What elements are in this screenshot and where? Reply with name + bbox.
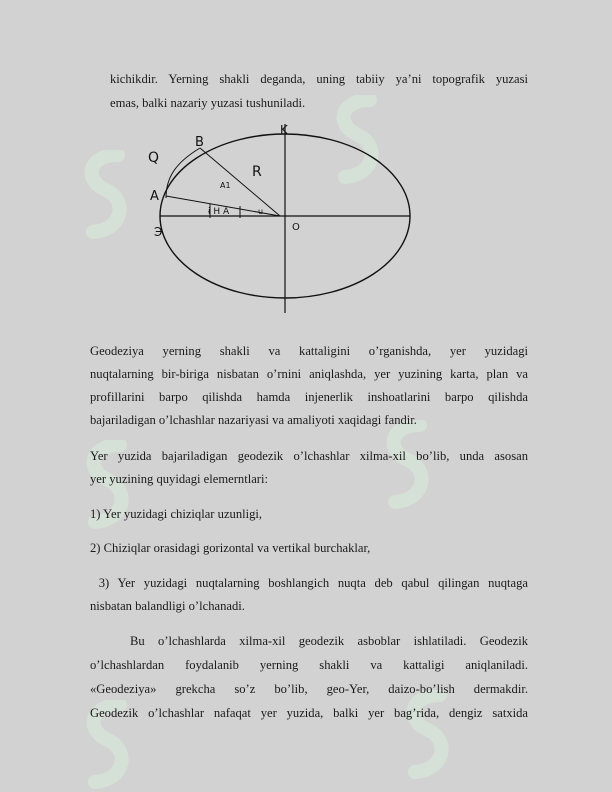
para3-line-4: Geodezik o’lchashlar nafaqat yer yuzida, balki yer bag’rida, dengiz satxida xyxy=(90,706,528,720)
para1-line-3: profillarini barpo qilishda hamda injenerlik inshoatlarini barpo qilishda xyxy=(90,390,528,404)
watermark-logo-icon xyxy=(78,150,138,240)
list-item-2: 2) Chiziqlar orasidagi gorizontal va vertikal burchaklar, xyxy=(90,541,371,555)
label-u: u xyxy=(258,207,264,216)
label-a: A xyxy=(150,189,159,204)
list-item-3-line-2: nisbatan balandligi o’lchanadi. xyxy=(90,599,245,613)
label-k: K xyxy=(280,123,288,137)
para3-line-1: Bu o’lchashlarda xilma-xil geodezik asboblar ishlatiladi. Geodezik xyxy=(130,634,528,648)
para3-line-3: «Geodeziya» grekcha so’z bo’lib, geo-Yer, daizo-bo’lish dermakdir. xyxy=(90,682,528,696)
list-item-3-line-1: 3) Yer yuzidagi nuqtalarning boshlangich nuqta deb qabul qilingan nuqtaga xyxy=(90,576,528,590)
label-o: O xyxy=(292,222,300,233)
label-r: R xyxy=(252,164,262,180)
para3-line-2: o’lchashlardan foydalanib yerning shakli va kattaligi aniqlaniladi. xyxy=(90,658,528,672)
label-ai: A1 xyxy=(220,181,231,190)
label-hp: ɨ H A xyxy=(208,207,230,217)
list-item-1: 1) Yer yuzidagi chiziqlar uzunligi, xyxy=(90,507,263,521)
para1-line-2: nuqtalarning bir-biriga nisbatan o’rnini aniqlashda, yer yuzining karta, plan va xyxy=(90,367,528,381)
intro-line-2: emas, balki nazariy yuzasi tushuniladi. xyxy=(110,96,306,110)
para1-line-4: bajariladigan o’lchashlar nazariyasi va amaliyoti xaqidagi fandir. xyxy=(90,413,417,427)
intro-line-1: kichikdir. Yerning shakli deganda, uning tabiiy ya’ni topografik yuzasi xyxy=(110,72,528,86)
para2-line-2: yer yuzining quyidagi elemerntlari: xyxy=(90,472,269,486)
para2-line-1: Yer yuzida bajariladigan geodezik o’lchashlar xilma-xil bo’lib, unda asosan xyxy=(90,449,528,463)
label-e: Э xyxy=(154,225,163,239)
label-b: B xyxy=(195,135,204,150)
para1-line-1: Geodeziya yerning shakli va kattaligini o’rganishda, yer yuzidagi xyxy=(90,344,528,358)
label-q: Q xyxy=(148,150,160,166)
earth-ellipse-diagram xyxy=(140,118,440,318)
